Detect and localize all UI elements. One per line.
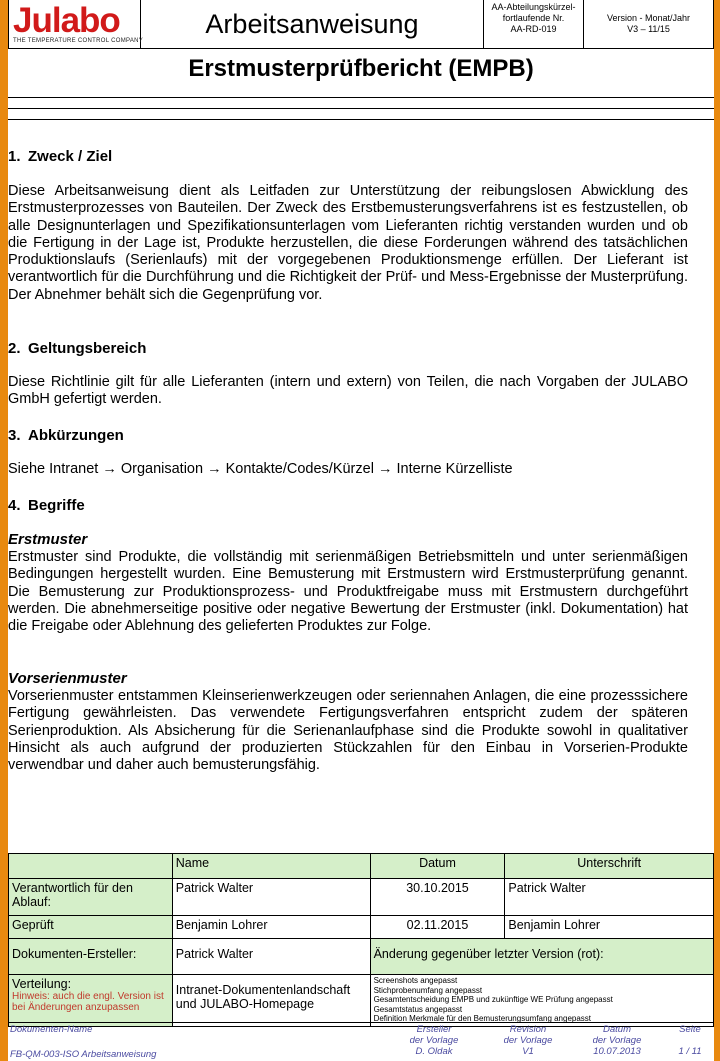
approval-table <box>8 853 714 1027</box>
change-item: Screenshots angepasst <box>373 976 458 985</box>
footer-revision: Revision der Vorlage V1 <box>503 1024 553 1057</box>
change-label: Änderung gegenüber letzter Version (rot): <box>370 939 713 975</box>
doc-code-cell <box>484 0 584 49</box>
row-label: Verteilung: <box>12 977 72 991</box>
row-label: Dokumenten-Ersteller: <box>9 939 173 975</box>
term-text: Vorserienmuster entstammen Kleinserienwerkzeugen oder seriennahen Anlagen, die eine prozesssichere Fertigung gewährleisten. Das verwendete Fertigungsverfahren entspricht zudem der späteren Serienproduktion. Als Absicherung für die Serienanlaufphase sind die Produkte sowohl in qualitativer Hinsicht als auch aufgrund der produzierten Stückzahlen für den Einbau in Vorserien-Produkte verwendbar und daher auch bemusterungsfähig. <box>8 688 688 774</box>
change-list <box>370 975 713 1027</box>
page-title: Erstmusterprüfbericht (EMPB) <box>8 50 714 98</box>
code-label-2: fortlaufende Nr. <box>502 13 565 23</box>
document-footer <box>8 1022 714 1061</box>
change-item: Stichprobenumfang angepasst <box>373 985 483 995</box>
logo-tagline: THE TEMPERATURE CONTROL COMPANY <box>13 38 144 44</box>
doc-type: Arbeitsanweisung <box>141 0 484 49</box>
cell-name: Patrick Walter <box>172 879 370 916</box>
section-text: Siehe Intranet → Organisation → Kontakte/Codes/Kürzel → Interne Kürzelliste <box>8 461 513 477</box>
cell-signature: Patrick Walter <box>505 879 714 916</box>
cell-signature: Benjamin Lohrer <box>505 916 714 939</box>
change-item: Definition Merkmale für den Bemusterungsumfang angepasst <box>373 1014 592 1023</box>
row-label: Verantwortlich für den Ablauf: <box>9 879 173 916</box>
logo-wordmark: Julabo <box>13 1 120 40</box>
row-label: Geprüft <box>9 916 173 939</box>
col-signature: Unterschrift <box>505 854 714 879</box>
cell-name: Benjamin Lohrer <box>172 916 370 939</box>
code-label: AA-Abteilungskürzel- <box>491 2 576 12</box>
col-name: Name <box>172 854 370 879</box>
distribution-label-cell <box>9 975 173 1027</box>
hint-text: Hinweis: auch die engl. Version ist bei Änderungen anzupassen <box>12 991 164 1013</box>
term-heading: Vorserienmuster <box>8 670 127 687</box>
table-row <box>9 916 714 939</box>
term-text: Erstmuster sind Produkte, die vollständig mit serienmäßigen Betriebsmitteln und unter serienmäßigen Bedingungen hergestellt wurden. Eine Bemusterung mit Erstmustern wird Erstmusterprüfung genannt. Die Bemusterung zur Produktionsprozess- und Produktfreigabe muss mit Erstmustern durchgeführt werden. Die abnehmerseitige positive oder negative Bewertung der Erstmuster (inkl. Dokumentation) hat die Freigabe oder Ablehnung des gelieferten Produktes zur Folge. <box>8 549 688 635</box>
version-label: Version - Monat/Jahr <box>606 13 691 23</box>
divider <box>8 119 714 120</box>
section-heading: 3. Abkürzungen <box>8 427 124 444</box>
table-header-row <box>9 854 714 879</box>
col-date: Datum <box>370 854 505 879</box>
footer-doc-name: Dokumenten-Name FB-QM-003-ISO Arbeitsanweisung <box>10 1024 157 1060</box>
section-heading: 2. Geltungsbereich <box>8 340 147 357</box>
document-header <box>8 0 714 50</box>
version-cell <box>584 0 714 49</box>
change-item: Gesamtstatus angepasst <box>373 1004 463 1014</box>
footer-date: Datum der Vorlage 10.07.2013 <box>592 1024 642 1057</box>
section-heading: 1. Zweck / Ziel <box>8 148 113 165</box>
section-text: Diese Arbeitsanweisung dient als Leitfaden zur Unterstützung der reibungslosen Abwicklung des Erstmusterprozesses von Bauteilen. Der Zweck des Erstbemusterungsverfahrens ist es festzustellen, ob alle Designunterlagen und Spezifikationsunterlagen vom Lieferanten richtig verstanden wurden und ob die Fertigung in der Lage ist, Produkte herzustellen, die diese Forderungen während des tatsächlichen Produktionslaufs (Serienlaufs) mit der vorgegebenen Produktionsmenge erfüllen. Der Lieferant ist verantwortlich für die Durchführung und die Richtigkeit der Prüf- und Mess-Ergebnisse der Musterprüfung. Der Abnehmer behält sich die Gegenprüfung vor. <box>8 183 688 303</box>
cell-distribution: Intranet-Dokumentenlandschaft und JULABO-Homepage <box>172 975 370 1027</box>
footer-creator: Ersteller der Vorlage D. Oldak <box>409 1024 459 1057</box>
cell-date: 02.11.2015 <box>370 916 505 939</box>
section-heading: 4. Begriffe <box>8 497 85 514</box>
divider <box>8 108 714 109</box>
julabo-logo <box>8 0 144 49</box>
cell-date: 30.10.2015 <box>370 879 505 916</box>
footer-page: Seite 1 / 11 <box>678 1024 702 1057</box>
change-item: Gesamtentscheidung EMPB und zukünftige WE Prüfung angepasst <box>373 995 613 1004</box>
version-value: V3 – 11/15 <box>627 24 670 34</box>
table-row <box>9 939 714 975</box>
term-heading: Erstmuster <box>8 531 88 548</box>
cell-name: Patrick Walter <box>172 939 370 975</box>
section-text: Diese Richtlinie gilt für alle Lieferanten (intern und extern) von Teilen, die nach Vorgaben der JULABO GmbH gefertigt werden. <box>8 374 688 408</box>
table-row <box>9 975 714 1027</box>
table-row <box>9 879 714 916</box>
code-value: AA-RD-019 <box>510 24 557 34</box>
document-page <box>8 0 714 1061</box>
